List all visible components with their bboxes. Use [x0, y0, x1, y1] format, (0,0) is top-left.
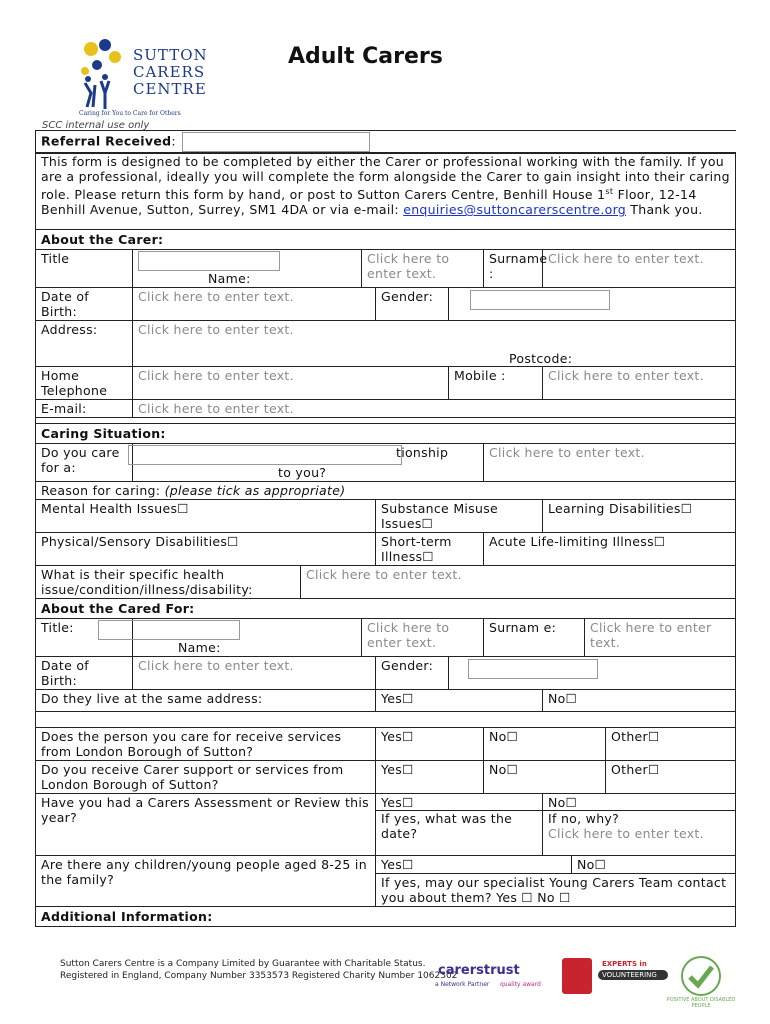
assessment-date-label: If yes, what was the date? [381, 811, 513, 841]
carer-support-label: Do you receive Carer support or services from London Borough of Sutton? [36, 761, 376, 794]
support-other[interactable]: Other☐ [606, 761, 736, 794]
adult-carers-form [35, 152, 736, 927]
acute-checkbox[interactable]: Acute Life-limiting Illness☐ [484, 533, 736, 566]
care-for-input[interactable] [128, 445, 402, 465]
intro-sup: st [605, 187, 614, 196]
carer-surname-input[interactable]: Click here to enter text. [543, 250, 736, 288]
carer-home-label: Home Telephone [36, 367, 133, 400]
logo-tagline: Caring for You to Care for Others [79, 110, 181, 117]
experts-volunteering-badge [598, 960, 668, 996]
cared-surname-input[interactable]: Click here to enter text. [585, 619, 736, 657]
carer-address-cell [133, 321, 736, 367]
carer-mobile-label: Mobile : [449, 367, 543, 400]
assessment-no-cell [543, 794, 736, 856]
services-other[interactable]: Other☐ [606, 728, 736, 761]
reason-label: Reason for caring: [41, 483, 165, 498]
assessment-why-label: If no, why? [548, 811, 620, 826]
carer-name-label: Name: [208, 271, 251, 286]
assessment-yes-cell [376, 794, 543, 856]
assessment-why-input[interactable]: Click here to enter text. [548, 826, 704, 841]
cared-dob-label: Date of Birth: [36, 657, 133, 690]
page-title: Adult Carers [288, 44, 443, 69]
carer-dob-label: Date of Birth: [36, 288, 133, 321]
carer-gender-cell [449, 288, 736, 321]
carer-dob-input[interactable]: Click here to enter text. [133, 288, 376, 321]
cared-surname-label: Surnam e: [484, 619, 585, 657]
learning-checkbox[interactable]: Learning Disabilities☐ [543, 500, 736, 533]
logo-text-3: CENTRE [133, 80, 207, 98]
receive-services-label: Does the person you care for receive services from London Borough of Sutton? [36, 728, 376, 761]
carer-address-label: Address: [36, 321, 133, 367]
intro-text-2: Floor, 12-14 Benhill Avenue, Sutton, Surrey, SM1 4DA or via e-mail: [41, 187, 697, 218]
support-yes[interactable]: Yes☐ [376, 761, 484, 794]
carer-home-input[interactable]: Click here to enter text. [133, 367, 449, 400]
mental-health-checkbox[interactable]: Mental Health Issues☐ [36, 500, 376, 533]
services-no[interactable]: No☐ [484, 728, 606, 761]
carer-address-input[interactable]: Click here to enter text. [138, 322, 294, 337]
about-cared-for-heading: About the Cared For: [36, 599, 736, 619]
cared-gender-label: Gender: [376, 657, 449, 690]
blank-row [36, 712, 736, 728]
cared-name-label: Name: [178, 640, 221, 655]
referral-table [35, 130, 736, 154]
carers-trust-badge [430, 955, 555, 995]
cared-dob-input[interactable]: Click here to enter text. [133, 657, 376, 690]
experts-text: EXPERTS in [602, 960, 647, 968]
reason-row [36, 482, 736, 500]
condition-label: What is their specific health issue/condition/illness/disability: [36, 566, 301, 599]
carers-trust-text: carerstrust [438, 963, 520, 978]
carer-email-label: E-mail: [36, 400, 133, 418]
internal-use-note: SCC internal use only [42, 120, 150, 130]
referral-input[interactable] [182, 132, 370, 152]
to-you-label: to you? [278, 465, 327, 480]
assessment-yes[interactable]: Yes☐ [376, 795, 542, 811]
assessment-label: Have you had a Carers Assessment or Review this year? [36, 794, 376, 856]
relationship-input[interactable]: Click here to enter text. [484, 444, 736, 482]
children-yes[interactable]: Yes☐ [376, 856, 572, 873]
cared-gender-cell [449, 657, 736, 690]
children-answer-cell [376, 856, 736, 907]
about-carer-heading: About the Carer: [36, 230, 736, 250]
carer-title-input[interactable] [138, 251, 280, 271]
sutton-carers-logo [75, 35, 250, 120]
carer-email-input[interactable]: Click here to enter text. [133, 400, 736, 418]
support-no[interactable]: No☐ [484, 761, 606, 794]
cared-title-input[interactable] [98, 620, 240, 640]
same-address-label: Do they live at the same address: [36, 690, 376, 712]
email-link[interactable]: enquiries@suttoncarerscentre.org [403, 202, 627, 218]
carer-surname-label: Surname : [484, 250, 543, 288]
cared-name-input[interactable]: Click here to enter text. [362, 619, 484, 657]
care-for-label: Do you care for a: [36, 444, 133, 482]
young-carers-question[interactable]: If yes, may our specialist Young Carers Team contact you about them? Yes ☐ No ☐ [381, 875, 727, 905]
referral-label: Referral Received [41, 133, 172, 149]
carer-gender-label: Gender: [376, 288, 449, 321]
children-label: Are there any children/young people aged 8-25 in the family? [36, 856, 376, 907]
physical-checkbox[interactable]: Physical/Sensory Disabilities☐ [36, 533, 376, 566]
cared-title-label: Title: [41, 620, 74, 635]
carer-mobile-input[interactable]: Click here to enter text. [543, 367, 736, 400]
carer-gender-input[interactable] [470, 290, 610, 310]
additional-info-heading: Additional Information: [36, 907, 736, 927]
cared-title-cell [133, 619, 362, 657]
intro-text: This form is designed to be completed by either the Carer or professional working with the family. If you are a professional, ideally you will complete the form alongside the Carer to gain insight into their caring role. Please return this form by hand, or post to Sutton Carers Centre, Benhill House 1 [41, 154, 730, 203]
referral-colon: : [171, 133, 176, 149]
assessment-no[interactable]: No☐ [543, 795, 735, 811]
intro-thanks: Thank you. [626, 202, 703, 218]
cared-gender-input[interactable] [468, 659, 598, 679]
positive-about-disabled-badge [666, 945, 736, 1009]
care-for-cell [133, 444, 484, 482]
shortterm-checkbox[interactable]: Short-term Illness☐ [376, 533, 484, 566]
logo-text-1: SUTTON [133, 46, 208, 64]
logo-text-2: CARERS [133, 63, 206, 81]
carer-name-input[interactable]: Click here to enter text. [362, 250, 484, 288]
volunteering-text: VOLUNTEERING [598, 970, 668, 980]
footer-line-1: Sutton Carers Centre is a Company Limited by Guarantee with Charitable Status. [60, 959, 426, 969]
relationship-label: tionship [396, 445, 449, 460]
intro-paragraph [36, 153, 736, 230]
carer-title-label: Title [36, 250, 133, 288]
quality-award-icon [562, 958, 592, 994]
same-address-no[interactable]: No☐ [543, 690, 736, 712]
same-address-yes[interactable]: Yes☐ [376, 690, 543, 712]
services-yes[interactable]: Yes☐ [376, 728, 484, 761]
footer-line-2: Registered in England, Company Number 3353573 Registered Charity Number 1062302 [60, 971, 458, 981]
substance-checkbox[interactable]: Substance Misuse Issues☐ [376, 500, 543, 533]
children-no[interactable]: No☐ [577, 857, 607, 872]
footer-text [60, 958, 457, 982]
carer-postcode-label: Postcode: [509, 351, 573, 366]
carers-trust-sub2: quality award [500, 981, 541, 988]
reason-hint: (please tick as appropriate) [164, 483, 346, 498]
carers-trust-sub1: a Network Partner [435, 981, 490, 988]
condition-input[interactable]: Click here to enter text. [301, 566, 736, 599]
positive-text: POSITIVE ABOUT DISABLED PEOPLE [666, 997, 736, 1009]
carer-title-cell [133, 250, 362, 288]
caring-situation-heading: Caring Situation: [36, 424, 736, 444]
